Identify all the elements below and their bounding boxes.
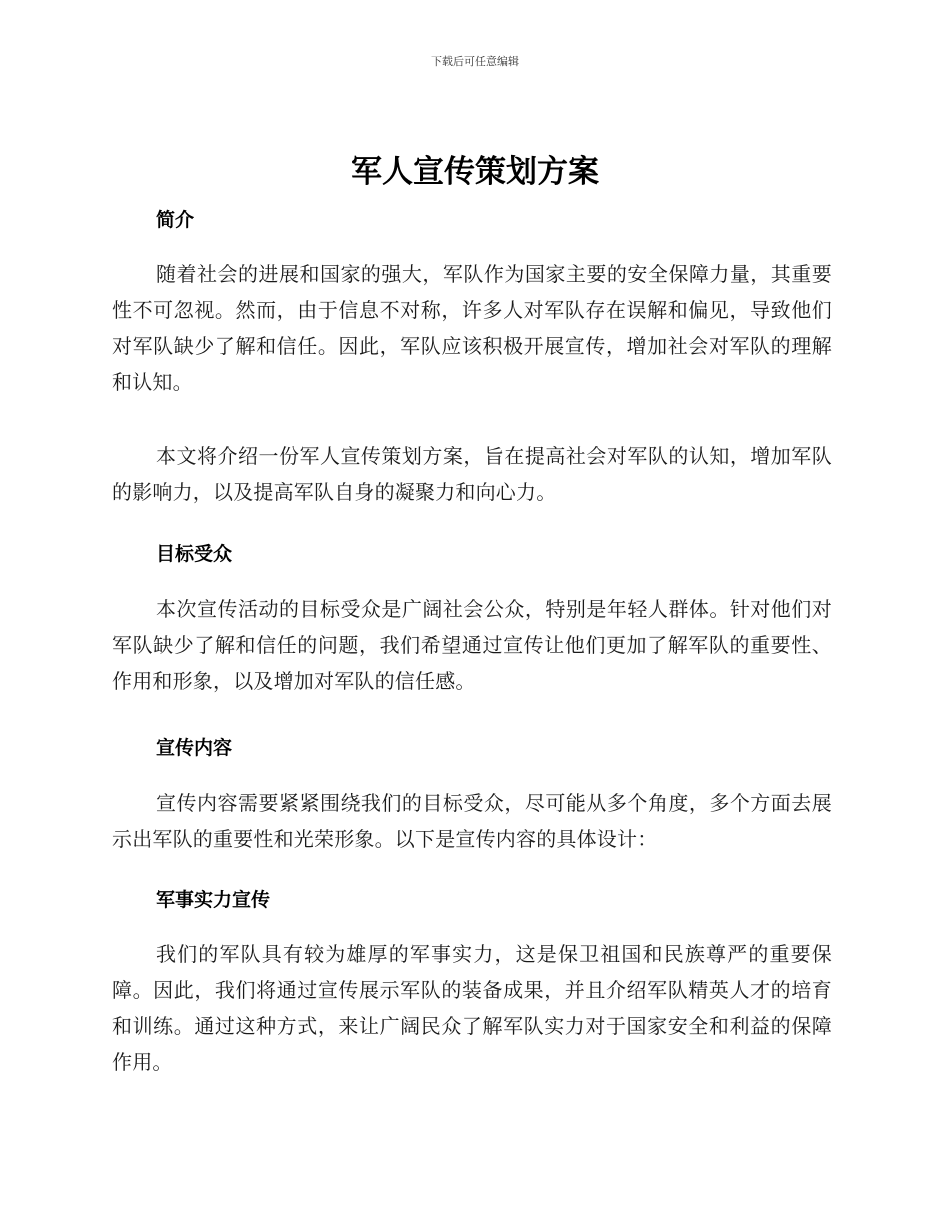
military-strength-paragraph: 我们的军队具有较为雄厚的军事实力，这是保卫祖国和民族尊严的重要保障。因此，我们将通过宣传展示军队的装备成果，并且介绍军队精英人才的培育和训练。通过这种方式，来让广阔民众了解军队实力对于国家安全和利益的保障作用。 xyxy=(112,942,832,1074)
content-paragraph: 宣传内容需要紧紧围绕我们的目标受众，尽可能从多个角度，多个方面去展示出军队的重要性和光荣形象。以下是宣传内容的具体设计： xyxy=(112,791,832,851)
page-header-note: 下载后可任意编辑 xyxy=(431,55,519,68)
section-heading-audience: 目标受众 xyxy=(156,543,233,565)
document-title: 军人宣传策划方案 xyxy=(351,154,599,190)
section-heading-intro: 简介 xyxy=(156,209,195,231)
audience-paragraph: 本次宣传活动的目标受众是广阔社会公众，特别是年轻人群体。针对他们对军队缺少了解和信任的问题，我们希望通过宣传让他们更加了解军队的重要性、作用和形象，以及增加对军队的信任感。 xyxy=(112,597,832,693)
intro-paragraph-2: 本文将介绍一份军人宣传策划方案，旨在提高社会对军队的认知，增加军队的影响力，以及提高军队自身的凝聚力和向心力。 xyxy=(112,444,832,504)
section-heading-content: 宣传内容 xyxy=(156,737,233,759)
section-heading-military-strength: 军事实力宣传 xyxy=(156,889,271,911)
intro-paragraph-1: 随着社会的进展和国家的强大，军队作为国家主要的安全保障力量，其重要性不可忽视。然而，由于信息不对称，许多人对军队存在误解和偏见，导致他们对军队缺少了解和信任。因此，军队应该积极开展宣传，增加社会对军队的理解和认知。 xyxy=(112,262,832,394)
